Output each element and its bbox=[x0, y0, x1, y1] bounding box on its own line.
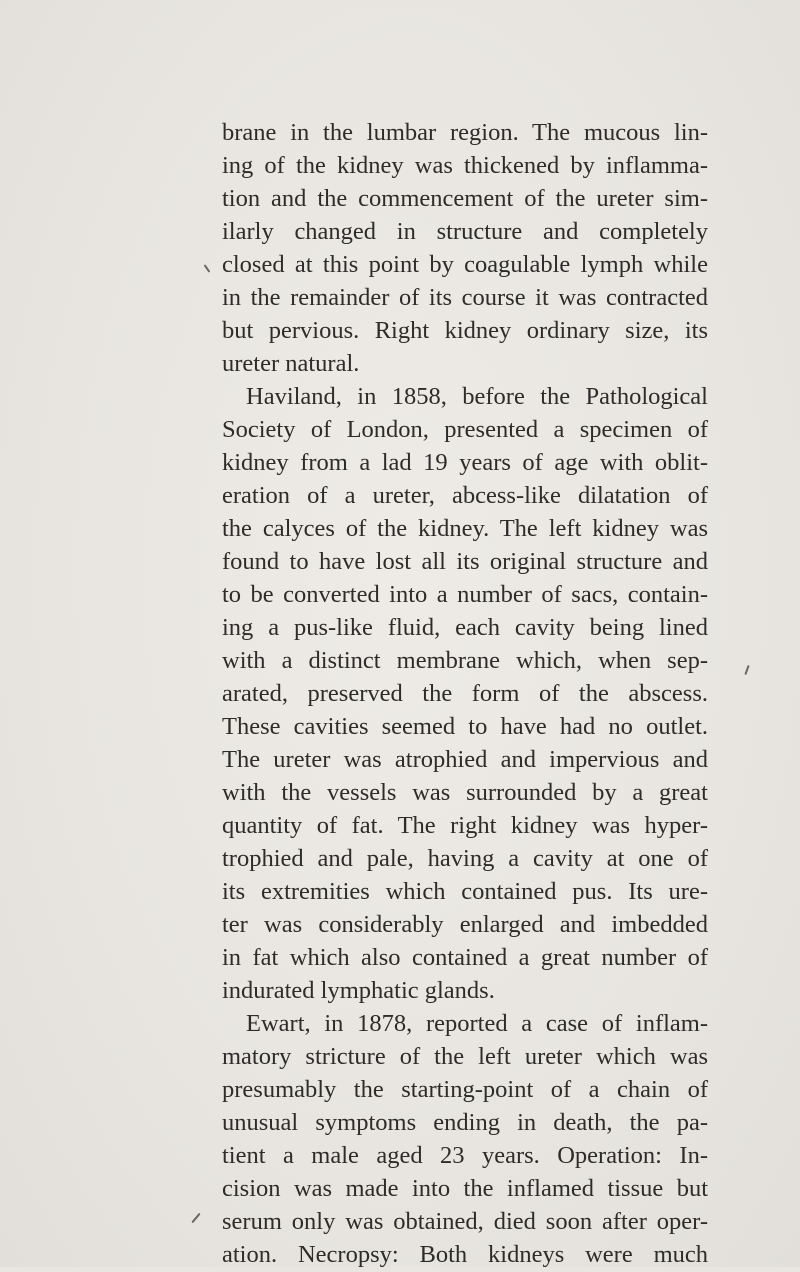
text-line: Haviland, in 1858, before the Pathological bbox=[246, 383, 708, 410]
text-line: in the remainder of its course it was contracted bbox=[222, 284, 708, 311]
text-line: ter was considerably enlarged and imbedded bbox=[222, 911, 708, 938]
text-line: presumably the starting-point of a chain of bbox=[222, 1076, 708, 1103]
text-line: The ureter was atrophied and impervious and bbox=[222, 746, 708, 773]
text-line: indurated lymphatic glands. bbox=[222, 977, 495, 1004]
text-line: ing a pus-like fluid, each cavity being lined bbox=[222, 614, 708, 641]
text-line: unusual symptoms ending in death, the pa- bbox=[222, 1109, 708, 1136]
text-line: with the vessels was surrounded by a great bbox=[222, 779, 708, 806]
text-line: cision was made into the inflamed tissue but bbox=[222, 1175, 708, 1202]
text-line: ilarly changed in structure and completely bbox=[222, 218, 708, 245]
text-line: trophied and pale, having a cavity at one of bbox=[222, 845, 708, 872]
text-line: tion and the commencement of the ureter sim- bbox=[222, 185, 708, 212]
text-line: Society of London, presented a specimen of bbox=[222, 416, 708, 443]
text-line: matory stricture of the left ureter which was bbox=[222, 1043, 708, 1070]
text-line: quantity of fat. The right kidney was hyper- bbox=[222, 812, 708, 839]
text-line: closed at this point by coagulable lymph while bbox=[222, 251, 708, 278]
text-line: These cavities seemed to have had no outlet. bbox=[222, 713, 708, 740]
text-line: the calyces of the kidney. The left kidney was bbox=[222, 515, 708, 542]
text-line: in fat which also contained a great number of bbox=[222, 944, 708, 971]
text-line: to be converted into a number of sacs, contain- bbox=[222, 581, 708, 608]
text-line: ureter natural. bbox=[222, 350, 360, 377]
text-line: brane in the lumbar region. The mucous lin- bbox=[222, 119, 708, 146]
text-line: Ewart, in 1878, reported a case of inflam- bbox=[246, 1010, 708, 1037]
text-line: serum only was obtained, died soon after oper- bbox=[222, 1208, 708, 1235]
text-line: arated, preserved the form of the abscess. bbox=[222, 680, 708, 707]
text-line: its extremities which contained pus. Its ure- bbox=[222, 878, 708, 905]
text-line: kidney from a lad 19 years of age with oblit- bbox=[222, 449, 708, 476]
text-line: but pervious. Right kidney ordinary size, its bbox=[222, 317, 708, 344]
text-line: ation. Necropsy: Both kidneys were much bbox=[222, 1241, 708, 1268]
text-line: with a distinct membrane which, when sep- bbox=[222, 647, 708, 674]
text-line: eration of a ureter, abcess-like dilatation of bbox=[222, 482, 708, 509]
text-line: ing of the kidney was thickened by inflamma- bbox=[222, 152, 708, 179]
text-line: tient a male aged 23 years. Operation: In- bbox=[222, 1142, 708, 1169]
text-line: found to have lost all its original structure and bbox=[222, 548, 708, 575]
